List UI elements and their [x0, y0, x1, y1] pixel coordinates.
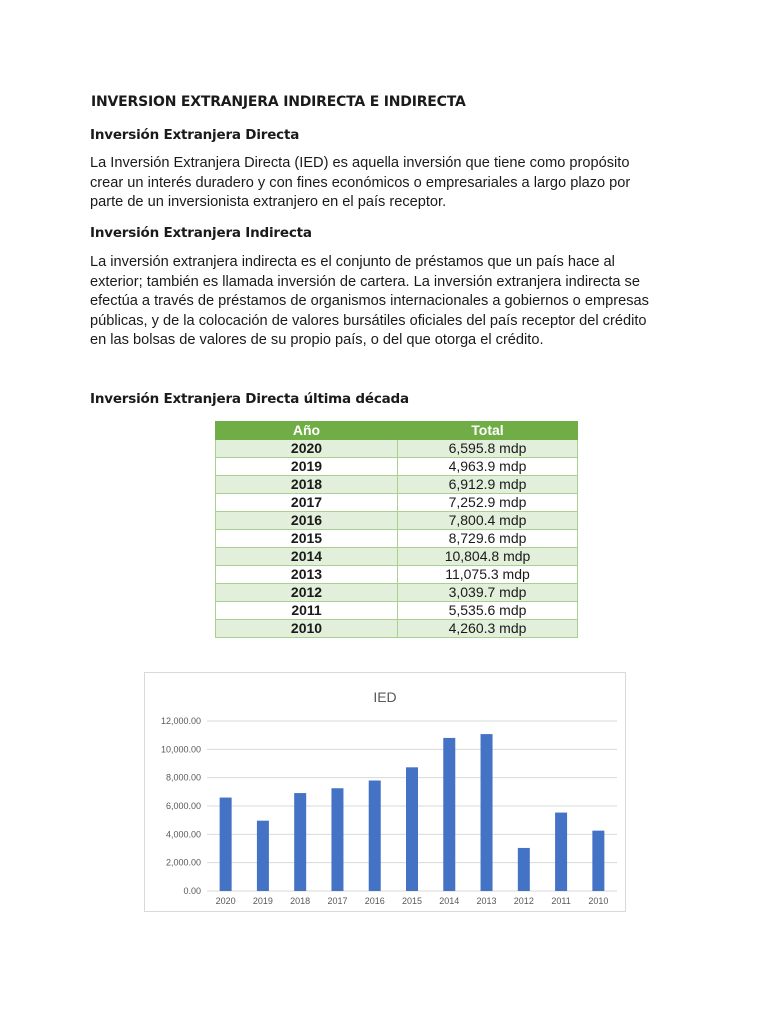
- table-row: [216, 602, 578, 620]
- y-tick-label: 4,000.00: [165, 829, 201, 840]
- cell-total: 6,595.8 mdp: [398, 440, 578, 458]
- x-tick-label: 2013: [476, 896, 497, 906]
- cell-total: 11,075.3 mdp: [398, 566, 578, 584]
- x-tick-label: 2014: [439, 896, 460, 906]
- table-row: [216, 458, 578, 476]
- bar-2020: [220, 798, 232, 891]
- cell-year: 2013: [216, 566, 398, 584]
- table-row: [216, 620, 578, 638]
- cell-total: 4,260.3 mdp: [398, 620, 578, 638]
- bar-2011: [555, 813, 567, 891]
- x-tick-label: 2011: [551, 896, 571, 906]
- document-title: INVERSION EXTRANJERA INDIRECTA E INDIRECTA: [91, 94, 466, 110]
- x-tick-label: 2017: [327, 896, 348, 906]
- column-header-total: Total: [398, 422, 578, 440]
- x-tick-label: 2016: [364, 896, 385, 906]
- cell-year: 2014: [216, 548, 398, 566]
- paragraph-line: crear un interés duradero y con fines económicos o empresariales a largo plazo por: [90, 174, 631, 191]
- table-row: [216, 512, 578, 530]
- cell-total: 8,729.6 mdp: [398, 530, 578, 548]
- cell-year: 2015: [216, 530, 398, 548]
- cell-year: 2019: [216, 458, 398, 476]
- table-row: [216, 584, 578, 602]
- table-row: [216, 566, 578, 584]
- cell-total: 7,800.4 mdp: [398, 512, 578, 530]
- cell-year: 2020: [216, 440, 398, 458]
- cell-total: 6,912.9 mdp: [398, 476, 578, 494]
- ied-chart-svg: [145, 673, 625, 911]
- chart-title: IED: [373, 689, 397, 705]
- x-tick-label: 2018: [290, 896, 311, 906]
- column-header-year: Año: [216, 422, 398, 440]
- paragraph-line: efectúa a través de préstamos de organismos internacionales a gobiernos o empresas: [90, 293, 649, 309]
- ied-chart: [144, 672, 626, 912]
- y-tick-label: 0.00: [183, 886, 201, 896]
- x-tick-label: 2012: [513, 896, 534, 906]
- paragraph-directa: [90, 154, 680, 213]
- paragraph-line: La Inversión Extranjera Directa (IED) es aquella inversión que tiene como propósito: [90, 155, 630, 171]
- y-tick-label: 10,000.00: [160, 744, 201, 755]
- cell-year: 2016: [216, 512, 398, 530]
- cell-year: 2011: [216, 602, 398, 620]
- table-header-row: [216, 422, 578, 440]
- bar-2016: [369, 780, 381, 891]
- x-tick-label: 2015: [401, 896, 423, 906]
- y-tick-label: 8,000.00: [165, 772, 201, 783]
- paragraph-line: parte de un inversionista extranjero en el país receptor.: [90, 194, 447, 210]
- cell-total: 7,252.9 mdp: [398, 494, 578, 512]
- paragraph-line: públicas, y de la colocación de valores bursátiles oficiales del país receptor del crédito: [90, 312, 647, 329]
- paragraph-indirecta: [90, 253, 680, 351]
- section-heading-ultima-decada: Inversión Extranjera Directa última década: [90, 391, 409, 407]
- bar-2010: [592, 831, 604, 891]
- y-tick-label: 2,000.00: [165, 857, 201, 868]
- bar-2014: [443, 738, 455, 891]
- table-row: [216, 440, 578, 458]
- paragraph-line: La inversión extranjera indirecta es el conjunto de préstamos que un país hace al: [90, 254, 615, 270]
- table-row: [216, 494, 578, 512]
- cell-total: 5,535.6 mdp: [398, 602, 578, 620]
- paragraph-line: en las bolsas de valores de su propio país, o del que otorga el crédito.: [90, 332, 544, 348]
- table-row: [216, 548, 578, 566]
- x-tick-label: 2019: [252, 896, 273, 906]
- cell-year: 2018: [216, 476, 398, 494]
- y-tick-label: 12,000.00: [160, 716, 201, 726]
- cell-total: 10,804.8 mdp: [398, 548, 578, 566]
- ied-table: [215, 421, 578, 638]
- bar-2018: [294, 793, 306, 891]
- cell-total: 4,963.9 mdp: [398, 458, 578, 476]
- bar-2017: [331, 788, 343, 891]
- x-tick-label: 2010: [588, 896, 609, 906]
- table-row: [216, 530, 578, 548]
- section-heading-directa: Inversión Extranjera Directa: [90, 127, 300, 143]
- x-tick-label: 2020: [215, 896, 236, 906]
- cell-year: 2017: [216, 494, 398, 512]
- cell-total: 3,039.7 mdp: [398, 584, 578, 602]
- table-row: [216, 476, 578, 494]
- y-tick-label: 6,000.00: [165, 801, 201, 811]
- cell-year: 2010: [216, 620, 398, 638]
- paragraph-line: exterior; también es llamada inversión de cartera. La inversión extranjera indirecta se: [90, 273, 640, 290]
- cell-year: 2012: [216, 584, 398, 602]
- bar-2015: [406, 767, 418, 891]
- bar-2013: [481, 734, 493, 891]
- bar-2019: [257, 821, 269, 891]
- section-heading-indirecta: Inversión Extranjera Indirecta: [90, 225, 312, 241]
- bar-2012: [518, 848, 530, 891]
